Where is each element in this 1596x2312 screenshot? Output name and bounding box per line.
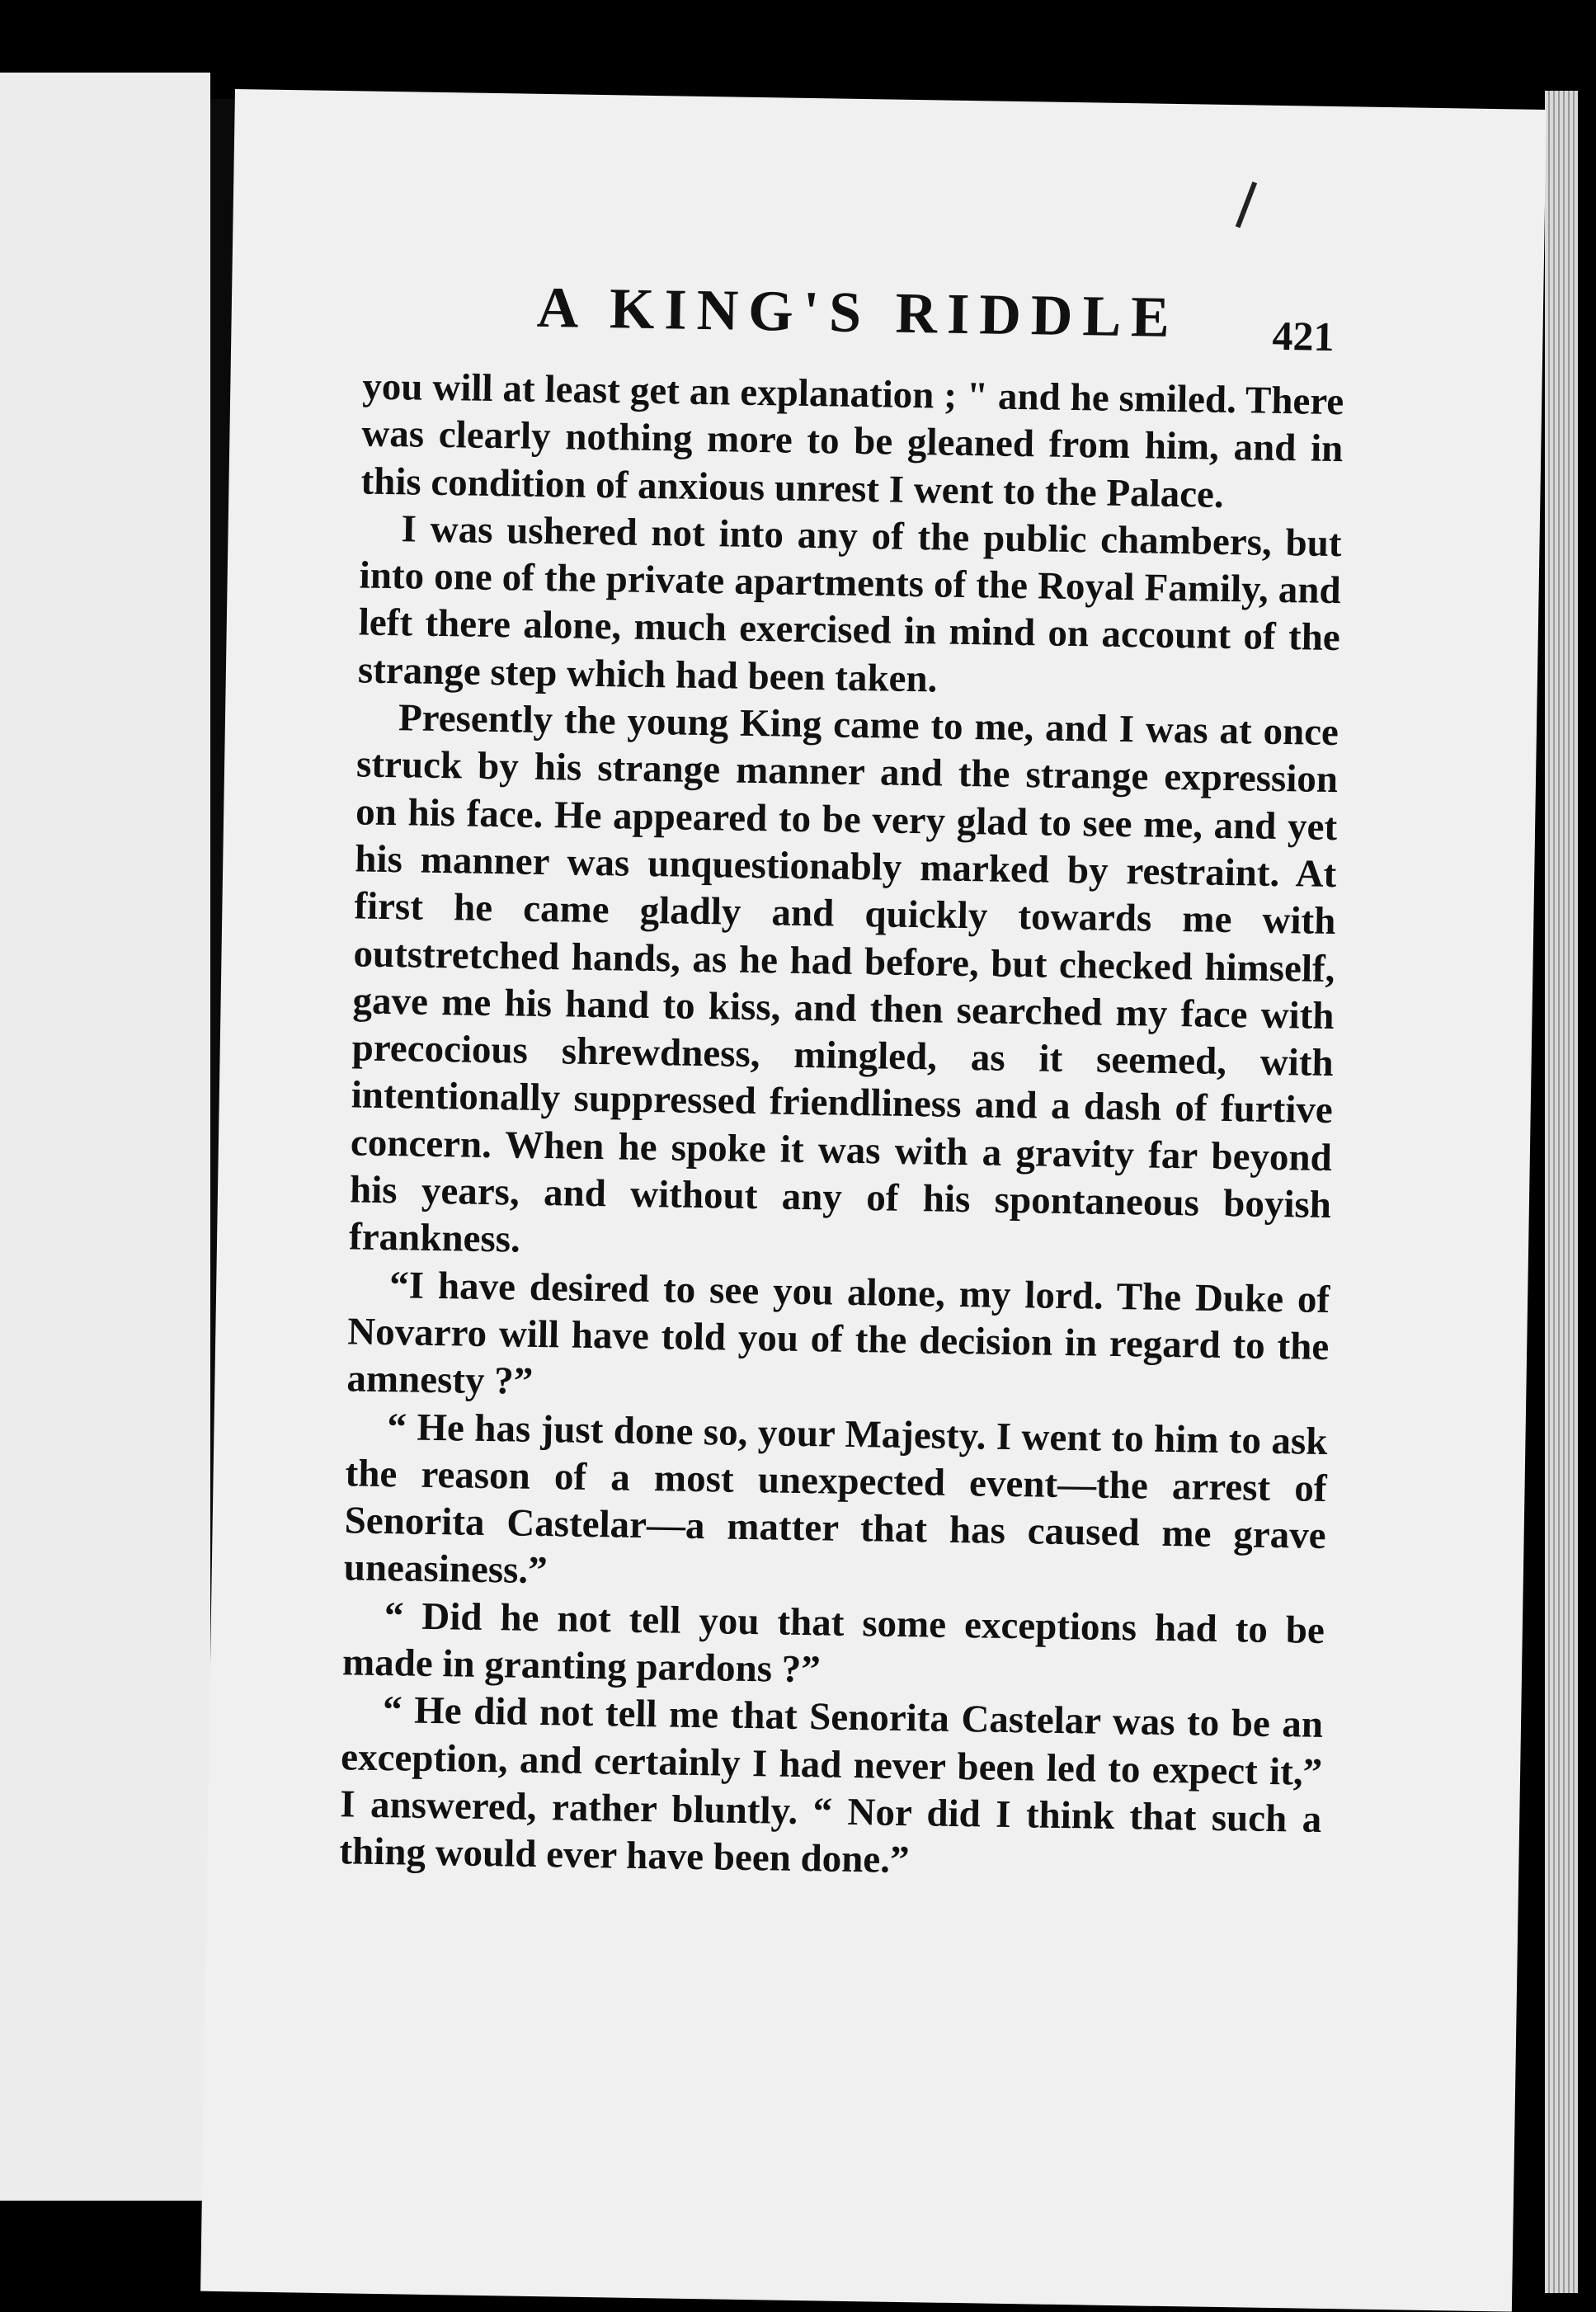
body-text bbox=[339, 363, 1344, 1891]
paragraph: “ Did he not tell you that some exceptions had to be made in granting pardons ?” bbox=[341, 1594, 1325, 1692]
right-page bbox=[200, 89, 1547, 2312]
paragraph: Presently the young King came to me, and I was at once struck by his strange manner and the strange expression on his face. He appeared to be very glad to see me, and yet his manner was unquestionably marked by restraint. At first he came gladly and quickly towards me with outstretched hands, as he had before, but checked himself, gave me his hand to kiss, and then searched my face with precocious shrewdness, mingled, as it seemed, with intentionally suppressed friendliness and a dash of furtive concern. When he spoke it was with a gravity far beyond his years, and without any of his spontaneous boyish frankness. bbox=[348, 696, 1339, 1261]
paragraph: I was ushered not into any of the public chambers, but into one of the private apartments of the Royal Family, and left there alone, much exercised in mind on account of the strange step which had been taken. bbox=[357, 507, 1342, 701]
paragraph: “ He did not tell me that Senorita Castelar was to be an exception, and certainly I had never been led to expect it,” I answered, rather bluntly. “ Nor did I think that such a thing would ever have been done.” bbox=[339, 1688, 1324, 1882]
page-edge-stack bbox=[1545, 91, 1578, 2293]
running-head: A KING'S RIDDLE bbox=[536, 275, 1180, 351]
paragraph: “ He has just done so, your Majesty. I went to him to ask the reason of a most unexpected event—the arrest of Senorita Castelar—a matter that has caused me grave uneasiness.” bbox=[343, 1405, 1328, 1593]
paragraph: you will at least get an explanation ; " and he smiled. There was clearly nothing more to be gleaned from him, and in this condition of anxious unrest I went to the Palace. bbox=[360, 365, 1344, 516]
page-number: 421 bbox=[1272, 312, 1335, 360]
left-page bbox=[0, 73, 210, 2201]
stray-ink-mark bbox=[1236, 181, 1257, 228]
paragraph: “I have desired to see you alone, my lord. The Duke of Novarro will have told you of the decision in regard to the amnesty ?” bbox=[346, 1263, 1330, 1404]
